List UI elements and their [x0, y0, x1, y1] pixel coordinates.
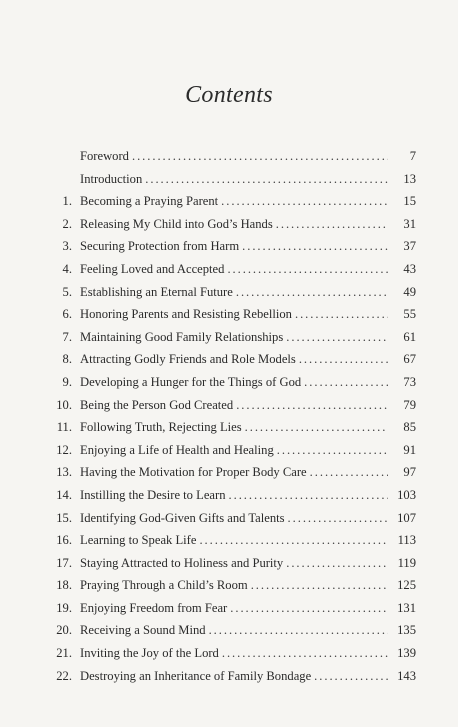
toc-entry-title: Honoring Parents and Resisting Rebellion [80, 307, 292, 322]
toc-entry-number: 4. [62, 261, 72, 276]
toc-entry [44, 190, 416, 213]
toc-entry-page: 61 [403, 329, 416, 344]
toc-entry-number: 8. [62, 352, 72, 367]
toc-entry-title: Being the Person God Created [80, 397, 234, 412]
toc-entry-number: 2. [62, 216, 72, 231]
toc-entry [44, 507, 416, 530]
toc-entry-line [80, 597, 416, 620]
toc-entry [44, 642, 416, 665]
dot-leader [277, 439, 388, 462]
toc-entry-page: 73 [403, 374, 416, 389]
dot-leader [310, 461, 388, 484]
toc-entry-number: 14. [56, 487, 72, 502]
toc-entry-page: 31 [403, 216, 416, 231]
toc-entry [44, 348, 416, 371]
toc-entry-title: Introduction [80, 171, 143, 186]
dot-leader [276, 213, 388, 236]
dot-leader [132, 145, 388, 168]
toc-entry-title: Developing a Hunger for the Things of God [80, 374, 302, 389]
toc-entry-page: 113 [397, 533, 416, 548]
toc-entry-number: 6. [62, 307, 72, 322]
toc-entry [44, 552, 416, 575]
dot-leader [314, 665, 388, 688]
toc-entry-line [80, 642, 416, 665]
dot-leader [295, 303, 388, 326]
toc-entry-title: Becoming a Praying Parent [80, 194, 219, 209]
toc-entry-page: 91 [403, 442, 416, 457]
toc-entry [44, 303, 416, 326]
dot-leader [288, 507, 388, 530]
dot-leader [199, 529, 388, 552]
toc-entry [44, 145, 416, 168]
toc-entry-number: 3. [62, 239, 72, 254]
dot-leader [230, 597, 388, 620]
toc-entry-page: 135 [397, 623, 416, 638]
toc-entry [44, 394, 416, 417]
dot-leader [221, 190, 388, 213]
toc-entry-line [80, 258, 416, 281]
toc-entry-number: 16. [56, 533, 72, 548]
toc-entry [44, 439, 416, 462]
toc-entry-line [80, 326, 416, 349]
toc-entry-line [80, 235, 416, 258]
dot-leader [209, 619, 388, 642]
toc-entry-page: 143 [397, 668, 416, 683]
toc-entry-page: 119 [397, 555, 416, 570]
toc-entry-number: 20. [56, 623, 72, 638]
toc-entry-title: Having the Motivation for Proper Body Care [80, 465, 307, 480]
toc-entry-title: Securing Protection from Harm [80, 239, 240, 254]
toc-entry-page: 139 [397, 646, 416, 661]
toc-entry-page: 125 [397, 578, 416, 593]
toc-entry-page: 97 [403, 465, 416, 480]
dot-leader [236, 394, 388, 417]
toc-entry-page: 49 [403, 284, 416, 299]
dot-leader [145, 168, 388, 191]
table-of-contents [44, 145, 416, 687]
toc-entry-page: 107 [397, 510, 416, 525]
toc-entry-number: 5. [62, 284, 72, 299]
toc-entry-page: 67 [403, 352, 416, 367]
dot-leader [229, 484, 389, 507]
toc-entry-title: Foreword [80, 149, 129, 163]
toc-entry [44, 326, 416, 349]
toc-entry-page: 15 [403, 194, 416, 209]
toc-entry-line [80, 303, 416, 326]
dot-leader [242, 235, 388, 258]
toc-entry-line [80, 213, 416, 236]
toc-entry-number: 7. [62, 329, 72, 344]
toc-entry-title: Praying Through a Child’s Room [80, 578, 248, 593]
toc-entry-page: 85 [403, 420, 416, 435]
dot-leader [227, 258, 388, 281]
toc-entry-page: 131 [397, 600, 416, 615]
toc-entry-line [80, 348, 416, 371]
toc-entry-title: Enjoying Freedom from Fear [80, 600, 228, 615]
page-title: Contents [185, 82, 273, 108]
toc-entry-number: 17. [56, 555, 72, 570]
toc-entry-line [80, 168, 416, 191]
toc-entry-line [80, 665, 416, 688]
dot-leader [304, 371, 388, 394]
toc-entry-title: Inviting the Joy of the Lord [80, 646, 219, 661]
toc-entry-line [80, 529, 416, 552]
dot-leader [286, 552, 388, 575]
toc-entry-page: 55 [403, 307, 416, 322]
toc-entry-line [80, 507, 416, 530]
dot-leader [286, 326, 388, 349]
toc-entry-number: 9. [62, 374, 72, 389]
toc-entry-number: 1. [62, 194, 72, 209]
toc-entry-title: Releasing My Child into God’s Hands [80, 216, 273, 231]
toc-entry-page: 7 [409, 149, 416, 163]
toc-entry [44, 574, 416, 597]
toc-entry-number: 10. [56, 397, 72, 412]
toc-entry [44, 484, 416, 507]
toc-entry-title: Attracting Godly Friends and Role Models [80, 352, 296, 367]
toc-entry [44, 281, 416, 304]
toc-entry [44, 416, 416, 439]
toc-entry-line [80, 281, 416, 304]
dot-leader [245, 416, 388, 439]
toc-entry-number: 18. [56, 578, 72, 593]
dot-leader [299, 348, 388, 371]
toc-entry-line [80, 145, 416, 168]
toc-entry [44, 597, 416, 620]
toc-entry-title: Identifying God-Given Gifts and Talents [80, 510, 285, 525]
toc-entry [44, 529, 416, 552]
toc-entry-title: Feeling Loved and Accepted [80, 261, 225, 276]
toc-entry-number: 15. [56, 510, 72, 525]
toc-entry-number: 13. [56, 465, 72, 480]
toc-entry [44, 258, 416, 281]
toc-entry-number: 19. [56, 600, 72, 615]
toc-entry-line [80, 619, 416, 642]
toc-entry-title: Enjoying a Life of Health and Healing [80, 442, 274, 457]
toc-entry-title: Maintaining Good Family Relationships [80, 329, 284, 344]
toc-entry [44, 235, 416, 258]
toc-entry [44, 619, 416, 642]
toc-entry-line [80, 574, 416, 597]
dot-leader [236, 281, 388, 304]
dot-leader [251, 574, 388, 597]
toc-entry-line [80, 190, 416, 213]
toc-entry [44, 665, 416, 688]
toc-entry-number: 22. [56, 668, 72, 683]
toc-entry-line [80, 552, 416, 575]
dot-leader [222, 642, 388, 665]
toc-entry-page: 13 [403, 171, 416, 186]
toc-entry [44, 213, 416, 236]
toc-entry-page: 43 [403, 261, 416, 276]
toc-entry-title: Establishing an Eternal Future [80, 284, 233, 299]
toc-entry [44, 168, 416, 191]
toc-entry-line [80, 461, 416, 484]
toc-entry-line [80, 439, 416, 462]
toc-entry-line [80, 371, 416, 394]
toc-entry-title: Learning to Speak Life [80, 533, 197, 548]
toc-entry-number: 21. [56, 646, 72, 661]
toc-entry-number: 11. [56, 420, 72, 435]
toc-entry-title: Staying Attracted to Holiness and Purity [80, 555, 284, 570]
toc-entry [44, 371, 416, 394]
toc-entry-title: Instilling the Desire to Learn [80, 487, 226, 502]
toc-entry-line [80, 394, 416, 417]
toc-entry-page: 37 [403, 239, 416, 254]
toc-entry-title: Destroying an Inheritance of Family Bondage [80, 668, 312, 683]
toc-entry [44, 461, 416, 484]
toc-entry-title: Following Truth, Rejecting Lies [80, 420, 242, 435]
toc-entry-title: Receiving a Sound Mind [80, 623, 206, 638]
toc-entry-number: 12. [56, 442, 72, 457]
toc-entry-page: 103 [397, 487, 416, 502]
toc-entry-line [80, 484, 416, 507]
toc-entry-line [80, 416, 416, 439]
toc-entry-page: 79 [403, 397, 416, 412]
